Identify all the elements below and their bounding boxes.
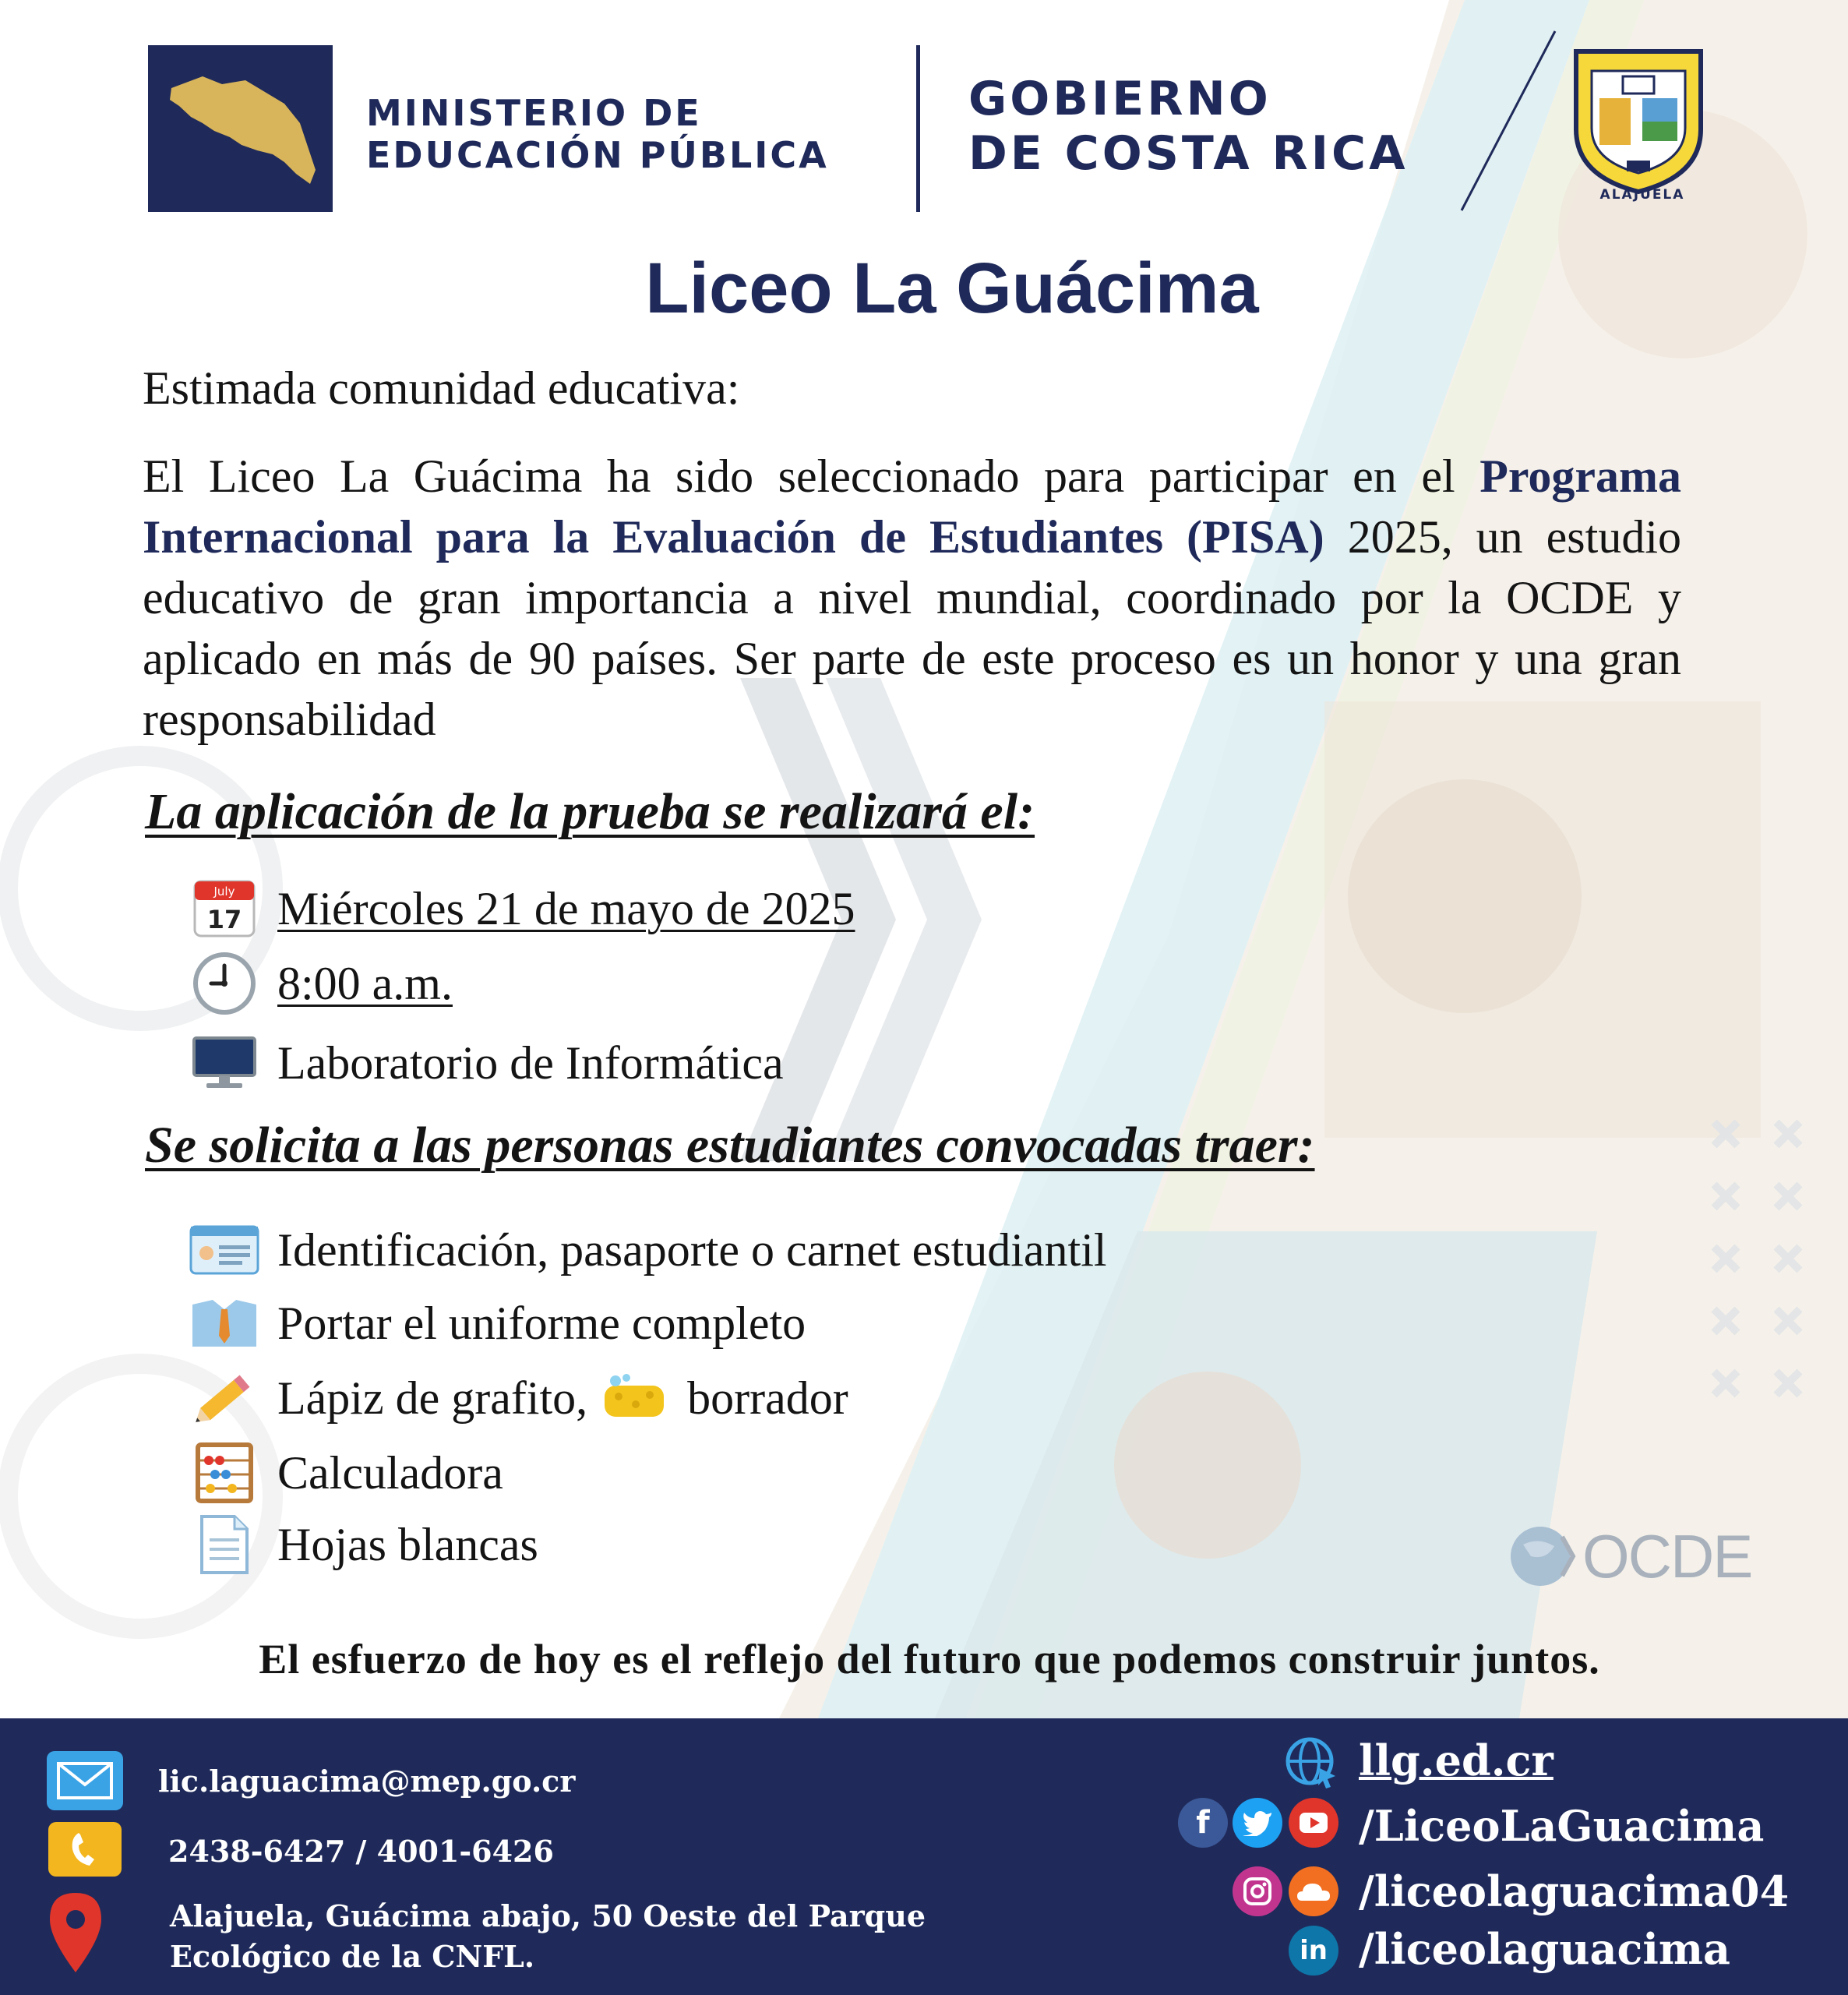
youtube-icon[interactable] xyxy=(1289,1798,1338,1848)
requirement-item xyxy=(189,1291,806,1356)
calendar-icon xyxy=(189,876,260,941)
requirement-item xyxy=(189,1440,503,1506)
intro-text-part1: El Liceo La Guácima ha sido seleccionado para participar en el xyxy=(143,450,1480,502)
soundcloud-icon[interactable] xyxy=(1289,1866,1338,1916)
school-crest-logo xyxy=(1564,44,1712,200)
date-row xyxy=(189,876,855,941)
exam-place: Laboratorio de Informática xyxy=(277,1036,784,1089)
globe-icon xyxy=(1508,1521,1578,1591)
abacus-icon xyxy=(189,1440,260,1506)
facebook-icon[interactable]: f xyxy=(1178,1798,1228,1848)
globe-web-icon xyxy=(1284,1735,1338,1790)
twitter-icon[interactable] xyxy=(1233,1798,1282,1848)
ocde-text: OCDE xyxy=(1582,1521,1752,1591)
government-name xyxy=(968,72,1409,181)
ministry-line2: EDUCACIÓN PÚBLICA xyxy=(366,134,829,176)
instagram-icon[interactable] xyxy=(1233,1866,1282,1916)
mep-logo xyxy=(148,45,333,212)
social-handle-3[interactable]: /liceolaguacima xyxy=(1359,1924,1731,1974)
header-divider xyxy=(916,45,920,212)
exam-date: Miércoles 21 de mayo de 2025 xyxy=(277,882,855,934)
closing-message: El esfuerzo de hoy es el reflejo del futuro que podemos construir juntos. xyxy=(259,1636,1600,1683)
footer-address-line2: Ecológico de la CNFL. xyxy=(170,1939,535,1974)
id-card-icon xyxy=(189,1217,260,1283)
ocde-logo xyxy=(1508,1520,1772,1593)
sponge-icon xyxy=(598,1365,670,1431)
footer-address xyxy=(170,1896,926,1977)
website-link[interactable]: llg.ed.cr xyxy=(1359,1735,1554,1785)
clock-icon xyxy=(189,951,260,1016)
ministry-name xyxy=(366,92,829,176)
calendar-day: 17 xyxy=(206,905,242,934)
requirement-pencil: Lápiz de grafito, xyxy=(277,1372,588,1424)
requirement-uniform: Portar el uniforme completo xyxy=(277,1297,806,1349)
pisa-program-name: Programa Internacional para la Evaluación de Estudiantes (PISA) xyxy=(143,450,1681,563)
phone-icon xyxy=(48,1822,122,1877)
social-handle-2[interactable]: /liceolaguacima04 xyxy=(1359,1866,1790,1916)
government-line1: GOBIERNO xyxy=(968,72,1271,126)
requirement-sheets: Hojas blancas xyxy=(277,1518,538,1570)
social-handle-1[interactable]: /LiceoLaGuacima xyxy=(1359,1801,1765,1851)
intro-text-part2: 2025, un estudio educativo de gran importancia a nivel mundial, coordinado por la OCDE y aplicado en más de 90 países. Ser parte de este proceso es un honor y una gran responsabilidad xyxy=(143,511,1681,745)
footer-phone[interactable]: 2438-6427 / 4001-6426 xyxy=(168,1834,554,1869)
email-icon xyxy=(47,1751,123,1810)
footer-address-line1: Alajuela, Guácima abajo, 50 Oeste del Parque xyxy=(170,1898,926,1933)
government-line2: DE COSTA RICA xyxy=(968,126,1409,181)
requirement-id: Identificación, pasaporte o carnet estudiantil xyxy=(277,1223,1107,1276)
application-heading: La aplicación de la prueba se realizará el: xyxy=(145,783,1035,840)
requirement-item xyxy=(189,1365,848,1431)
requirement-calculator: Calculadora xyxy=(277,1446,503,1499)
footer-email[interactable]: lic.laguacima@mep.go.cr xyxy=(158,1764,576,1799)
exam-time: 8:00 a.m. xyxy=(277,957,453,1009)
document-icon xyxy=(189,1512,260,1577)
linkedin-icon[interactable]: in xyxy=(1289,1926,1338,1976)
page-title: Liceo La Guácima xyxy=(645,249,1259,328)
costa-rica-map-icon xyxy=(148,45,333,212)
greeting: Estimada comunidad educativa: xyxy=(143,362,740,414)
requirement-item xyxy=(189,1217,1107,1283)
requirements-heading: Se solicita a las personas estudiantes convocadas traer: xyxy=(145,1117,1315,1174)
place-row xyxy=(189,1030,784,1096)
pencil-icon xyxy=(189,1365,260,1431)
requirement-eraser: borrador xyxy=(687,1372,848,1424)
shirt-tie-icon xyxy=(189,1291,260,1356)
footer xyxy=(0,1718,1848,1995)
requirement-item xyxy=(189,1512,538,1577)
location-pin-icon xyxy=(47,1890,104,1976)
time-row xyxy=(189,951,453,1016)
ministry-line1: MINISTERIO DE xyxy=(366,92,702,134)
calendar-month: July xyxy=(213,885,235,899)
crest-caption: ALAJUELA xyxy=(1599,187,1685,203)
computer-icon xyxy=(189,1030,260,1096)
intro-paragraph xyxy=(143,446,1681,750)
